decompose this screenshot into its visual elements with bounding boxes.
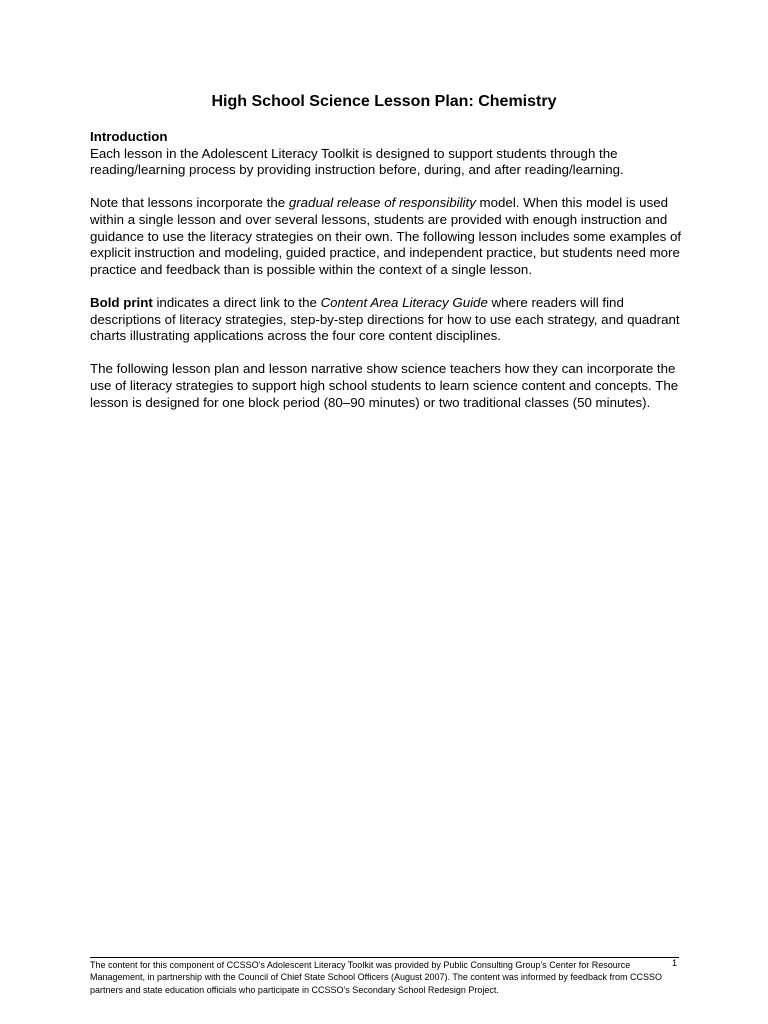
introduction-section [90, 129, 682, 179]
intro-paragraph-4: The following lesson plan and lesson narrative show science teachers how they can incorporate the use of literacy strategies to support high school students to learn science content and concepts. The lesson is designed for one block period (80–90 minutes) or two traditional classes (50 minutes). [90, 361, 679, 410]
gradual-release-term: gradual release of responsibility [288, 195, 476, 211]
paragraph-3-text-after: where readers will find descriptions of literacy strategies, step-by-step directions for how to use each strategy, and quadrant charts illustrating applications across the four core content disciplines. [90, 294, 680, 344]
introduction-heading: Introduction [90, 129, 168, 144]
page-number: 1 [672, 958, 678, 968]
paragraph-3-text-middle: indicates a direct link to the [152, 294, 321, 310]
footnote-divider [90, 957, 679, 958]
literacy-guide-title: Content Area Literacy Guide [320, 294, 488, 310]
footnote-text: The content for this component of CCSSO’s Adolescent Literacy Toolkit was provided by Public Consulting Group’s Center for Resource Management, in partnership with the Council of Chief State School Officers (August 2007). The content was informed by feedback from CCSSO partners and state education officials who participate in CCSSO’s Secondary School Redesign Project. [90, 960, 662, 995]
document-body [90, 129, 682, 428]
intro-paragraph-1: Each lesson in the Adolescent Literacy Toolkit is designed to support students through the reading/learning process by providing instruction before, during, and after reading/learning. [90, 145, 624, 178]
paragraph-2-text-after: model. When this model is used within a single lesson and over several lessons, students are provided with enough instruction and guidance to use the literacy strategies on their own. The following lesson includes some examples of explicit instruction and modeling, guided practice, and independent practice, but students need more practice and feedback than is possible within the context of a single lesson. [90, 195, 682, 277]
intro-paragraph-3 [90, 295, 682, 345]
paragraph-2-text-before: Note that lessons incorporate the [90, 195, 289, 211]
document-title: High School Science Lesson Plan: Chemistry [211, 93, 557, 110]
bold-print-term: Bold print [90, 294, 153, 310]
intro-paragraph-2 [90, 195, 682, 278]
